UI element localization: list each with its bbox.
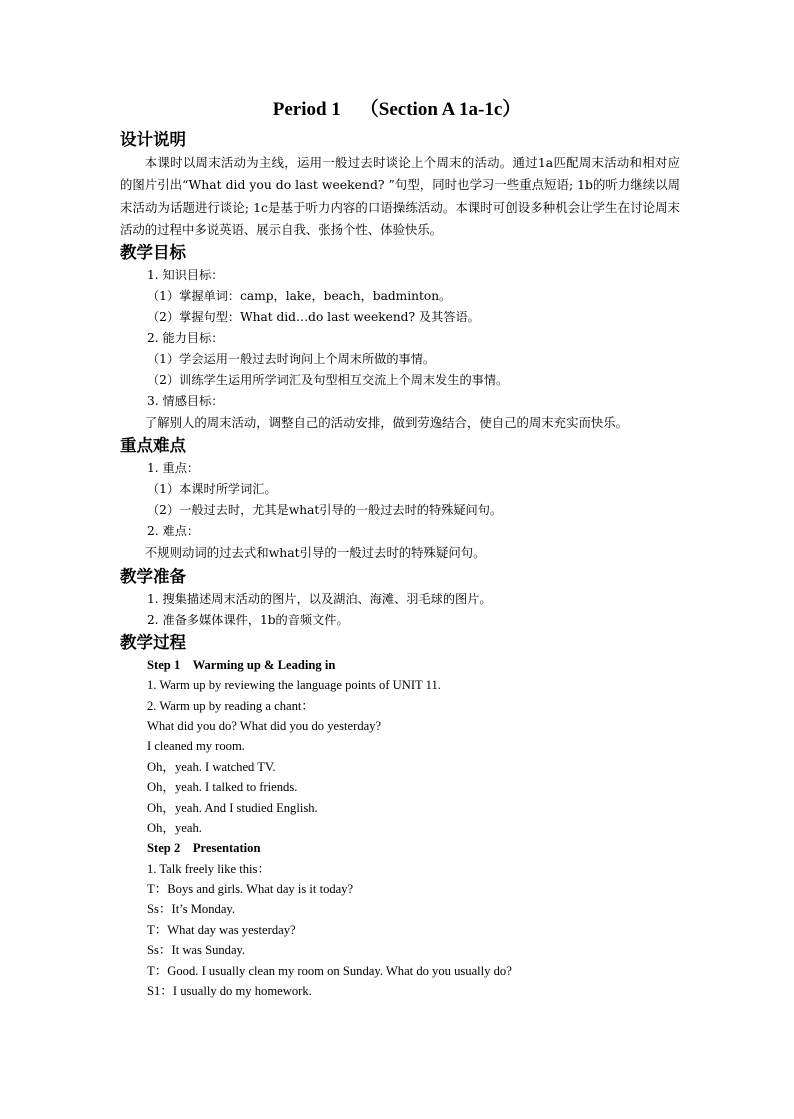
step-2-line: Ss：It’s Monday. xyxy=(147,902,236,917)
key-point-line: （2）一般过去时，尤其是what引导的一般过去时的特殊疑问句。 xyxy=(147,503,503,518)
objective-line: （2）训练学生运用所学词汇及句型相互交流上个周末发生的事情。 xyxy=(147,373,509,388)
objective-line: 3. 情感目标： xyxy=(147,394,224,409)
key-point-line: 1. 重点： xyxy=(147,461,200,476)
key-point-line: （1）本课时所学词汇。 xyxy=(147,482,277,497)
step-2-line: T：What day was yesterday? xyxy=(147,922,296,937)
key-points-heading: 重点难点 xyxy=(120,436,186,456)
objective-line: （1）掌握单词：camp，lake，beach，badminton。 xyxy=(147,289,452,304)
step-2-line: T：Boys and girls. What day is it today? xyxy=(147,882,354,897)
step-1-line: 1. Warm up by reviewing the language points of UNIT 11. xyxy=(147,678,441,693)
objectives-heading: 教学目标 xyxy=(120,243,186,263)
document-body xyxy=(120,128,680,1001)
objectives-section xyxy=(120,241,680,434)
design-paragraph: 本课时以周末活动为主线，运用一般过去时谈论上个周末的活动。通过1a匹配周末活动和相对应的图片引出“What did you do last weekend? ”句型，同时也学习一些重点短语; 1b的听力继续以周末活动为话题进行谈论; 1c是基于听力内容的口语操练活动。本课时可创设多种机会让学生在讨论周末活动的过程中多说英语、展示自我、张扬个性、体验快乐。 xyxy=(120,155,680,237)
step-1-line: I cleaned my room. xyxy=(147,739,245,754)
step-2-line: Ss：It was Sunday. xyxy=(147,943,246,958)
objective-line: （2）掌握句型：What did…do last weekend? 及其答语。 xyxy=(147,310,480,325)
step-2-title: Step 2 Presentation xyxy=(147,841,261,856)
key-points-section xyxy=(120,434,680,564)
page-title: Period 1 （Section A 1a-1c） xyxy=(272,99,522,120)
preparation-heading: 教学准备 xyxy=(120,566,186,586)
key-point-paragraph: 不规则动词的过去式和what引导的一般过去时的特殊疑问句。 xyxy=(144,545,486,561)
design-heading: 设计说明 xyxy=(120,130,186,149)
process-heading: 教学过程 xyxy=(120,632,186,652)
objective-line: 2. 能力目标： xyxy=(147,331,224,346)
preparation-line: 2. 准备多媒体课件，1b的音频文件。 xyxy=(147,612,349,627)
step-1-line: Oh，yeah. I talked to friends. xyxy=(147,780,298,795)
process-section xyxy=(120,631,680,1002)
step-1-line: Oh，yeah. I watched TV. xyxy=(147,759,276,774)
step-1-line: 2. Warm up by reading a chant： xyxy=(147,698,314,713)
step-1-line: Oh，yeah. And I studied English. xyxy=(147,800,318,815)
step-2-line: 1. Talk freely like this： xyxy=(147,861,271,876)
design-section xyxy=(120,128,680,241)
preparation-line: 1. 搜集描述周末活动的图片，以及湖泊、海滩、羽毛球的图片。 xyxy=(147,591,492,606)
objective-line: 1. 知识目标： xyxy=(147,268,224,283)
step-1-title: Step 1 Warming up & Leading in xyxy=(147,657,336,672)
step-1-line: Oh，yeah. xyxy=(147,820,202,835)
objective-paragraph: 了解别人的周末活动，调整自己的活动安排，做到劳逸结合，使自己的周末充实而快乐。 xyxy=(144,415,629,431)
objective-line: （1）学会运用一般过去时询问上个周末所做的事情。 xyxy=(147,352,436,367)
preparation-section xyxy=(120,565,680,631)
key-point-line: 2. 难点： xyxy=(147,524,200,539)
step-2-line: T：Good. I usually clean my room on Sunday. What do you usually do? xyxy=(147,963,512,978)
step-1-line: What did you do? What did you do yesterday? xyxy=(147,718,382,733)
step-2-line: S1：I usually do my homework. xyxy=(147,984,312,999)
